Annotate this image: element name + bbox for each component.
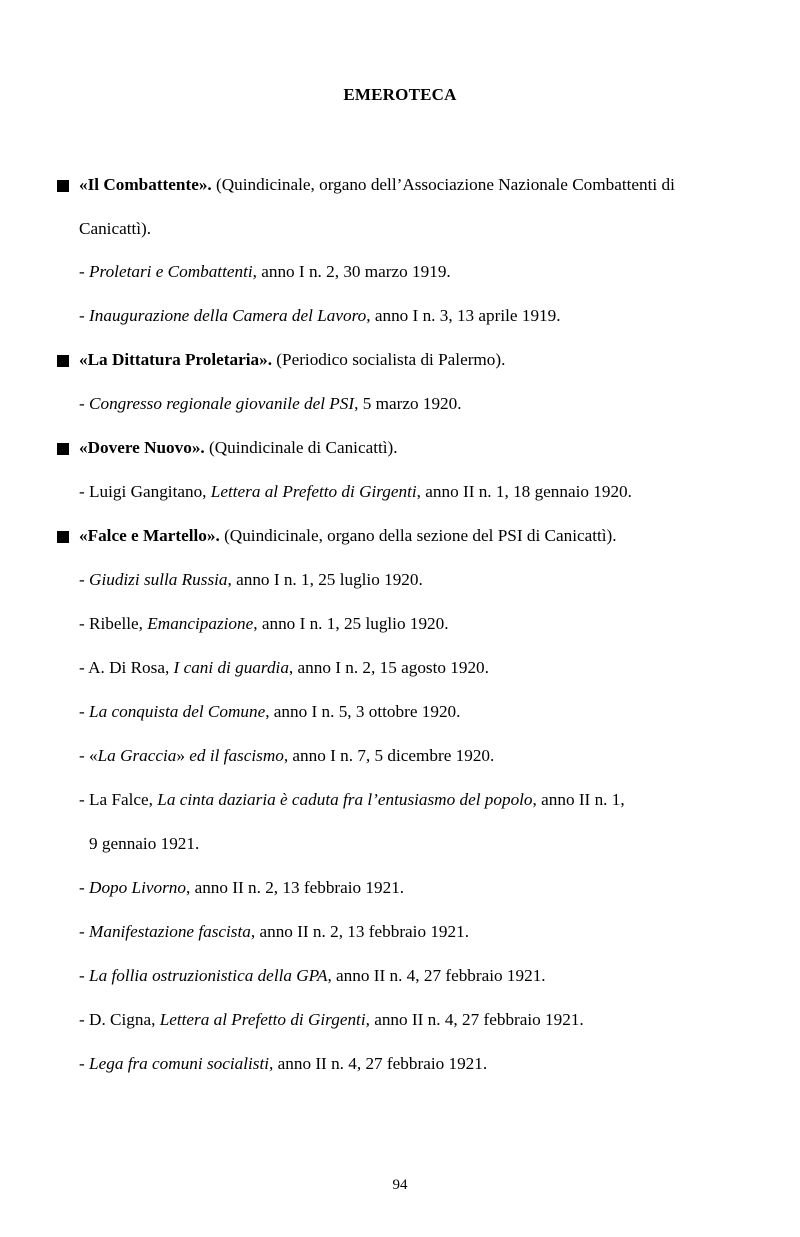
periodical-description: (Periodico socialista di Palermo). [272, 350, 506, 369]
section-heading [79, 348, 505, 372]
list-item: - «La Graccia» ed il fascismo, anno I n. 7, 5 dicembre 1920. [79, 746, 495, 765]
bullet-icon [57, 443, 69, 455]
article-title: La Graccia [97, 746, 177, 765]
periodical-name: «Il Combattente». [79, 175, 212, 194]
article-title: Inaugurazione della Camera del Lavoro [89, 306, 367, 325]
section-heading [79, 173, 675, 197]
article-details: , anno I n. 5, 3 ottobre 1920. [265, 702, 461, 721]
periodical-name: «Dovere Nuovo». [79, 438, 205, 457]
article-title: Giudizi sulla Russia [89, 570, 228, 589]
article-details: , anno II n. 1, 18 gennaio 1920. [416, 482, 632, 501]
article-author: D. Cigna, [89, 1010, 160, 1029]
article-title: Emancipazione [147, 614, 254, 633]
list-item: - Manifestazione fascista, anno II n. 2, 13 febbraio 1921. [79, 922, 470, 941]
list-item: - A. Di Rosa, I cani di guardia, anno I n. 2, 15 agosto 1920. [79, 658, 489, 677]
article-title: La conquista del Comune [89, 702, 266, 721]
list-item: - Giudizi sulla Russia, anno I n. 1, 25 luglio 1920. [79, 570, 423, 589]
article-author: A. Di Rosa, [88, 658, 174, 677]
periodical-name: «La Dittatura Proletaria». [79, 350, 272, 369]
periodical-description: (Quindicinale, organo dell’Associazione Nazionale Combattenti di [211, 175, 675, 194]
article-title: La cinta daziaria è caduta fra l’entusiasmo del popolo [157, 790, 533, 809]
list-item: - Ribelle, Emancipazione, anno I n. 1, 25 luglio 1920. [79, 614, 449, 633]
list-item: - Proletari e Combattenti, anno I n. 2, 30 marzo 1919. [79, 262, 451, 281]
section-heading-continuation: Canicattì). [79, 219, 152, 238]
list-item: - Luigi Gangitano, Lettera al Prefetto di Girgenti, anno II n. 1, 18 gennaio 1920. [79, 482, 632, 501]
article-title-continuation: ed il fascismo [189, 746, 284, 765]
page-title: EMEROTECA [343, 85, 457, 104]
article-title: Lettera al Prefetto di Girgenti [210, 482, 417, 501]
article-details: , anno II n. 4, 27 febbraio 1921. [269, 1054, 488, 1073]
article-details: , 5 marzo 1920. [354, 394, 462, 413]
bullet-icon [57, 355, 69, 367]
article-details: , anno I n. 2, 15 agosto 1920. [288, 658, 489, 677]
article-title: Lega fra comuni socialisti [89, 1054, 270, 1073]
bullet-icon [57, 531, 69, 543]
periodical-description: (Quindicinale di Canicattì). [204, 438, 398, 457]
periodical-name: «Falce e Martello». [79, 526, 220, 545]
list-item: - La follia ostruzionistica della GPA, anno II n. 4, 27 febbraio 1921. [79, 966, 546, 985]
list-item-continuation: 9 gennaio 1921. [89, 834, 200, 853]
section-heading [79, 436, 398, 460]
quote-close: » [176, 746, 190, 765]
list-item: - Lega fra comuni socialisti, anno II n. 4, 27 febbraio 1921. [79, 1054, 488, 1073]
article-title: Congresso regionale giovanile del PSI [89, 394, 355, 413]
article-details: , anno II n. 2, 13 febbraio 1921. [250, 922, 470, 941]
article-title: Dopo Livorno [89, 878, 186, 897]
list-item: - Dopo Livorno, anno II n. 2, 13 febbraio 1921. [79, 878, 405, 897]
list-item: - Inaugurazione della Camera del Lavoro, anno I n. 3, 13 aprile 1919. [79, 306, 561, 325]
article-title: I cani di guardia [173, 658, 289, 677]
quote-open: « [89, 746, 98, 765]
article-details: , anno II n. 4, 27 febbraio 1921. [327, 966, 546, 985]
section-heading [79, 524, 617, 548]
list-item: - D. Cigna, Lettera al Prefetto di Girgenti, anno II n. 4, 27 febbraio 1921. [79, 1010, 584, 1029]
periodical-description: (Quindicinale, organo della sezione del PSI di Canicattì). [219, 526, 617, 545]
list-item: - La conquista del Comune, anno I n. 5, 3 ottobre 1920. [79, 702, 461, 721]
article-title: La follia ostruzionistica della GPA [89, 966, 328, 985]
article-details: , anno II n. 4, 27 febbraio 1921. [365, 1010, 584, 1029]
article-details: , anno I n. 3, 13 aprile 1919. [366, 306, 561, 325]
list-item: - Congresso regionale giovanile del PSI, 5 marzo 1920. [79, 394, 462, 413]
list-item: - La Falce, La cinta daziaria è caduta fra l’entusiasmo del popolo, anno II n. 1, [79, 790, 625, 809]
article-author: Luigi Gangitano, [89, 482, 211, 501]
article-details: , anno I n. 1, 25 luglio 1920. [227, 570, 423, 589]
article-details: , anno I n. 7, 5 dicembre 1920. [283, 746, 495, 765]
page-number: 94 [392, 1177, 408, 1193]
article-details: , anno II n. 1, [532, 790, 625, 809]
article-details: , anno I n. 1, 25 luglio 1920. [253, 614, 449, 633]
article-title: Lettera al Prefetto di Girgenti [159, 1010, 366, 1029]
bullet-icon [57, 180, 69, 192]
article-title: Proletari e Combattenti [89, 262, 253, 281]
article-details: , anno II n. 2, 13 febbraio 1921. [185, 878, 405, 897]
article-author: La Falce, [89, 790, 158, 809]
article-details: , anno I n. 2, 30 marzo 1919. [252, 262, 451, 281]
article-author: Ribelle, [89, 614, 148, 633]
article-title: Manifestazione fascista [89, 922, 251, 941]
